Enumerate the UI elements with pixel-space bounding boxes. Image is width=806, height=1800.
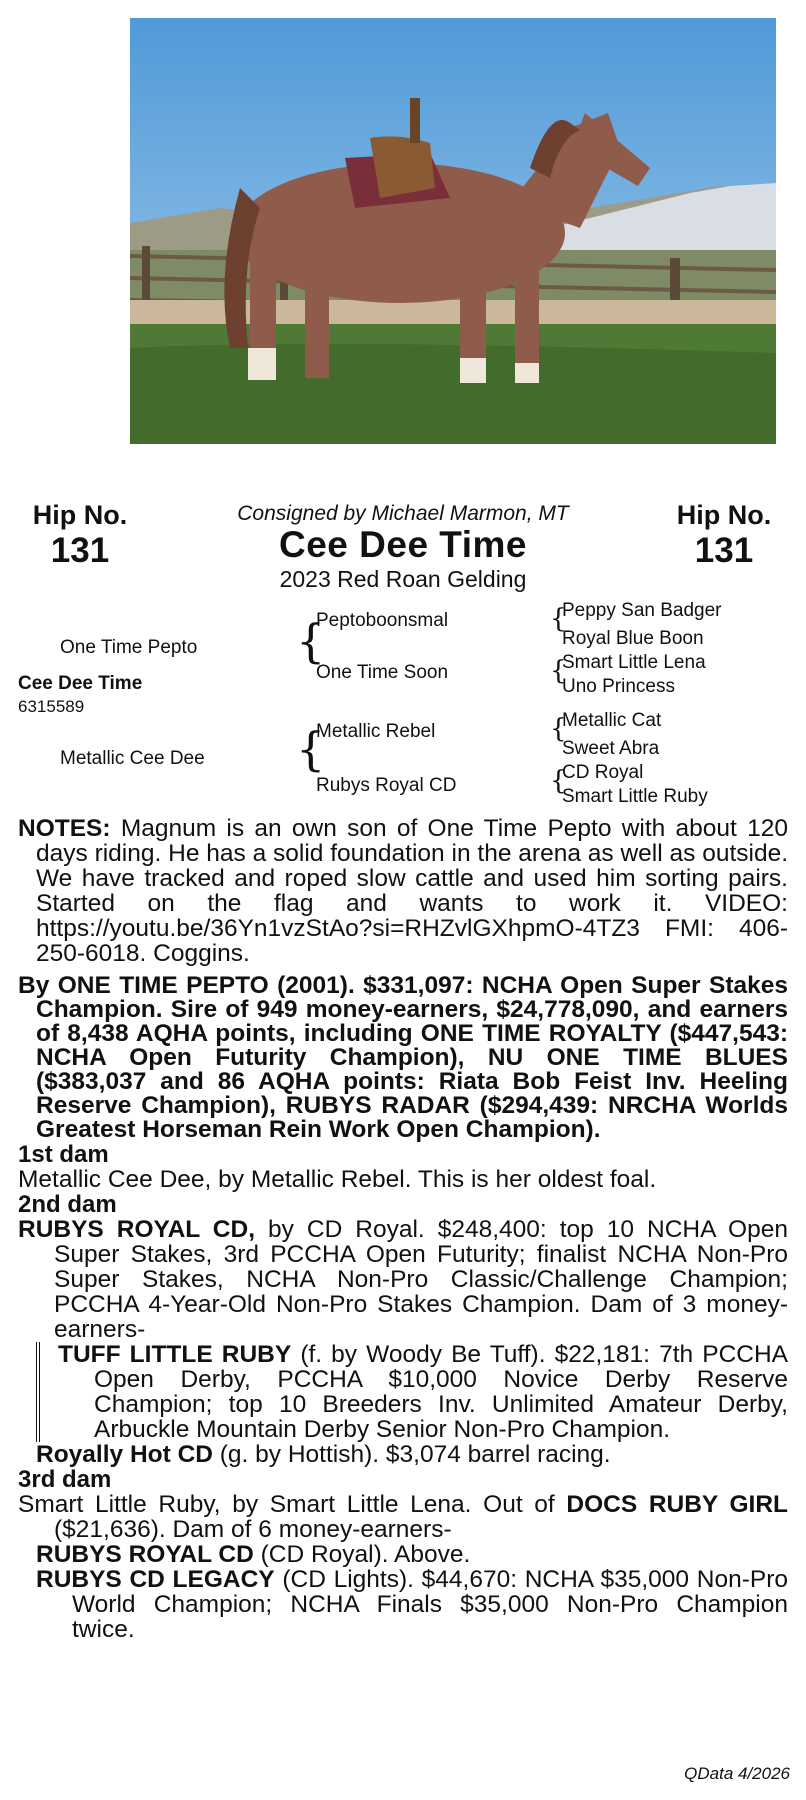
notes-label: NOTES: (18, 815, 111, 842)
pedigree-g7: CD Royal (562, 762, 644, 783)
third-dam-record: Smart Little Ruby, by Smart Little Lena. Out of (18, 1491, 567, 1518)
foal-name: RUBYS CD LEGACY (36, 1566, 275, 1593)
second-dam-text (18, 1217, 788, 1342)
notes-text: Magnum is an own son of One Time Pepto with about 120 days riding. He has a solid foundation in the arena as well as outside. We have tracked and roped slow cattle and used him sorting pairs. Started on the flag and wants to work it. VIDEO: https://youtu.be/36Yn1vzStAo?si=RHZvlGXhpmO-4TZ3 FMI: 406-250-6018. Coggins. (36, 815, 788, 967)
pedigree-horse-name: Cee Dee Time (18, 673, 143, 694)
pedigree-sire-sire: Peptoboonsmal (316, 610, 449, 631)
horse-name: Cee Dee Time (279, 524, 527, 565)
consignor: Consigned by Michael Marmon, MT (237, 502, 569, 525)
pedigree-dam: Metallic Cee Dee (60, 748, 205, 769)
pedigree-g3: Smart Little Lena (562, 652, 706, 673)
sire-paragraph: By ONE TIME PEPTO (2001). $331,097: NCHA Open Super Stakes Champion. Sire of 949 money-earners, $24,778,090, and earners of 8,438 AQHA points, including ONE TIME ROYALTY ($447,543: NCHA Open Futurity Champion), NU ONE TIME BLUES ($383,037 and 86 AQHA points: Riata Bob Feist Inv. Heeling Reserve Champion), RUBYS RADAR ($294,439: NRCHA Worlds Greatest Horseman Rein Work Open Champion). (18, 972, 788, 1143)
third-dam-foal-2 (18, 1567, 788, 1642)
pedigree-dam-dam: Rubys Royal CD (316, 775, 457, 796)
pedigree-g6: Sweet Abra (562, 738, 660, 759)
brace: { (296, 722, 326, 776)
third-dam-text (18, 1492, 788, 1542)
horse-description: 2023 Red Roan Gelding (279, 566, 527, 592)
third-dam-heading: 3rd dam (18, 1466, 112, 1493)
brace: { (296, 614, 326, 668)
hip-label: Hip No. (676, 500, 772, 530)
brace: { (550, 656, 567, 686)
foal-record: (CD Lights). $44,670: NCHA $35,000 Non-Pro World Champion; NCHA Finals $35,000 Non-Pro Champion twice. (72, 1566, 788, 1643)
foal-name: RUBYS ROYAL CD (36, 1541, 254, 1568)
notes (18, 816, 788, 966)
pedigree-g4: Uno Princess (562, 676, 675, 697)
foal-name: TUFF LITTLE RUBY (58, 1341, 292, 1368)
second-dam-name: RUBYS ROYAL CD, (18, 1216, 256, 1243)
pedigree-sire: One Time Pepto (60, 637, 198, 658)
third-dam-record-2: ($21,636). Dam of 6 money-earners- (54, 1516, 452, 1543)
foal-record: (CD Royal). Above. (253, 1541, 471, 1568)
foal-record: (f. by Woody Be Tuff). $22,181: 7th PCCHA Open Derby, PCCHA $10,000 Novice Derby Reserve Champion; top 10 Breeders Inv. Unlimited Amateur Derby, Arbuckle Mountain Derby Senior Non-Pro Champion. (94, 1341, 788, 1443)
second-dam-foal-1 (36, 1342, 788, 1442)
pedigree-g5: Metallic Cat (562, 710, 662, 731)
first-dam-heading: 1st dam (18, 1141, 109, 1168)
pedigree-dam-sire: Metallic Rebel (316, 721, 436, 742)
hip-label: Hip No. (32, 500, 128, 530)
brace: { (550, 604, 567, 634)
horse-photo (130, 18, 776, 444)
third-dam-granddam: DOCS RUBY GIRL (566, 1491, 788, 1518)
pedigree-g1: Peppy San Badger (562, 600, 722, 621)
pedigree-g8: Smart Little Ruby (562, 786, 708, 807)
brace: { (550, 714, 567, 744)
footer-qdata: QData 4/2026 (684, 1764, 790, 1783)
brace: { (550, 766, 567, 796)
foal-record: (g. by Hottish). $3,074 barrel racing. (212, 1441, 611, 1468)
hip-number: 131 (50, 531, 110, 571)
second-dam-record: by CD Royal. $248,400: top 10 NCHA Open Super Stakes, 3rd PCCHA Open Futurity; finalist NCHA Non-Pro Super Stakes, NCHA Non-Pro Classic/Challenge Champion; PCCHA 4-Year-Old Non-Pro Stakes Champion. Dam of 3 money-earners- (54, 1216, 788, 1343)
first-dam-text: Metallic Cee Dee, by Metallic Rebel. This is her oldest foal. (18, 1166, 657, 1193)
catalog-body (18, 816, 788, 1642)
second-dam-heading: 2nd dam (18, 1191, 117, 1218)
pedigree-g2: Royal Blue Boon (562, 628, 704, 649)
hip-number: 131 (694, 531, 754, 571)
pedigree-sire-dam: One Time Soon (316, 662, 449, 683)
foal-name: Royally Hot CD (36, 1441, 213, 1468)
registration-number: 6315589 (18, 697, 85, 716)
third-dam-foal-1 (18, 1542, 788, 1567)
second-dam-foal-2 (18, 1442, 788, 1467)
